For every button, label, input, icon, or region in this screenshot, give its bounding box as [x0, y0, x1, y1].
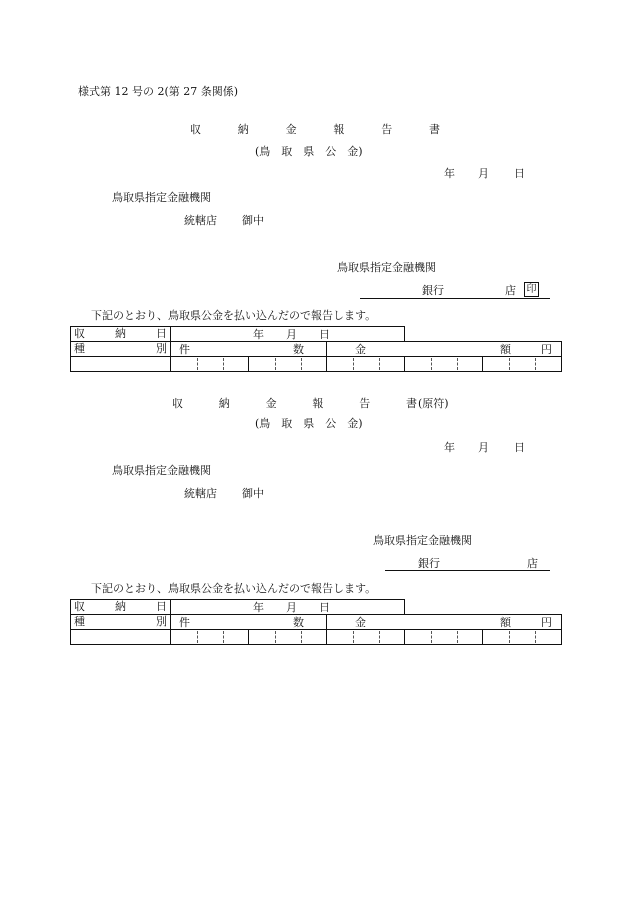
date-line: 年 月 日: [444, 167, 525, 180]
receipt-date-label: 収 納 日: [71, 600, 171, 615]
report-title: 収 納 金 報 告 書: [172, 397, 417, 410]
addressee-honorific: 御中: [242, 214, 264, 227]
amount-cell[interactable]: [327, 630, 405, 645]
form-number: 様式第 12 号の 2(第 27 条関係): [78, 85, 239, 98]
count-cell[interactable]: [249, 357, 327, 372]
amount-cell[interactable]: [483, 630, 562, 645]
addressee-honorific: 御中: [242, 487, 264, 500]
amount-cell[interactable]: [405, 357, 483, 372]
count-cell[interactable]: [249, 630, 327, 645]
sender-underline: [385, 570, 550, 571]
count-cell[interactable]: [171, 357, 249, 372]
count-header: 件 数: [171, 615, 327, 630]
report-table: [70, 599, 562, 645]
addressee-org: 鳥取県指定金融機関: [112, 191, 211, 204]
type-cell[interactable]: [71, 357, 171, 372]
sender-bank: 銀行: [418, 557, 440, 570]
amount-cell[interactable]: [327, 357, 405, 372]
amount-header: 金 額 円: [327, 342, 562, 357]
date-line: 年 月 日: [444, 441, 525, 454]
sender-branch: 店: [527, 557, 538, 570]
report-title: 収 納 金 報 告 書: [190, 123, 440, 136]
amount-cell[interactable]: [483, 357, 562, 372]
sender-org: 鳥取県指定金融機関: [373, 534, 472, 547]
addressee-org: 鳥取県指定金融機関: [112, 464, 211, 477]
sender-bank: 銀行: [422, 284, 444, 297]
addressee-branch: 統轄店: [184, 487, 217, 500]
report-subtitle: (鳥 取 県 公 金): [255, 417, 363, 430]
report-table: [70, 326, 562, 372]
type-cell[interactable]: [71, 630, 171, 645]
sender-underline: [360, 298, 550, 299]
report-subtitle: (鳥 取 県 公 金): [255, 145, 363, 158]
count-cell[interactable]: [171, 630, 249, 645]
type-header: 種 別: [71, 342, 171, 357]
seal-box: 印: [524, 282, 539, 297]
intro-text: 下記のとおり、鳥取県公金を払い込んだので報告します。: [91, 582, 377, 595]
count-header: 件 数: [171, 342, 327, 357]
type-header: 種 別: [71, 615, 171, 630]
amount-cell[interactable]: [405, 630, 483, 645]
amount-header: 金 額 円: [327, 615, 562, 630]
receipt-date-label: 収 納 日: [71, 327, 171, 342]
sender-branch: 店: [505, 284, 516, 297]
report-title-suffix: (原符): [418, 397, 449, 410]
sender-org: 鳥取県指定金融機関: [337, 261, 436, 274]
intro-text: 下記のとおり、鳥取県公金を払い込んだので報告します。: [91, 309, 377, 322]
addressee-branch: 統轄店: [184, 214, 217, 227]
receipt-date-field[interactable]: 年 月 日: [171, 327, 405, 342]
receipt-date-field[interactable]: 年 月 日: [171, 600, 405, 615]
